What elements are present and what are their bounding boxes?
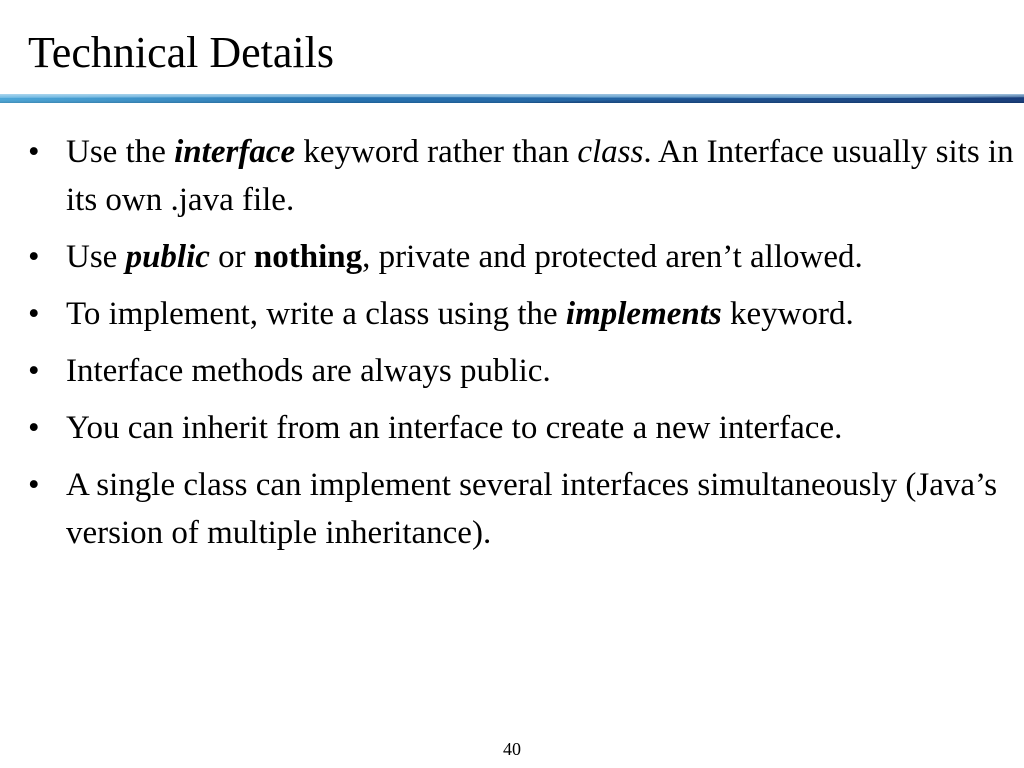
- bullet-item: [28, 347, 1018, 395]
- page-number: 40: [503, 739, 521, 759]
- bullet-text: Interface methods are always public.: [66, 353, 551, 389]
- bullet-text: To implement, write a class using the: [66, 296, 566, 332]
- bullet-text: , private and protected aren’t allowed.: [362, 239, 863, 275]
- bullet-text: keyword rather than: [295, 134, 578, 170]
- bullet-marker: •: [28, 134, 40, 170]
- bullet-text: Use: [66, 239, 126, 275]
- bullet-item: [28, 461, 1018, 557]
- keyword-interface: interface: [174, 134, 296, 170]
- bullet-text: You can inherit from an interface to create a new interface.: [66, 410, 843, 446]
- bullet-item: [28, 128, 1018, 224]
- slide-title: Technical Details: [28, 28, 335, 77]
- bullet-text: or: [209, 239, 254, 275]
- bullet-marker: •: [28, 353, 40, 389]
- keyword-implements: implements: [565, 296, 722, 332]
- bullet-text: A single class can implement several interfaces simultaneously (Java’s version of multiple inheritance).: [66, 467, 998, 551]
- bullet-item: [28, 404, 1018, 452]
- bullet-marker: •: [28, 296, 40, 332]
- title-divider: [0, 94, 1024, 103]
- bullet-text: . An Interface usually sits in its own .java file.: [66, 134, 1014, 218]
- bullet-text: Use the: [66, 134, 175, 170]
- keyword-public: public: [125, 239, 210, 275]
- bullet-marker: •: [28, 410, 40, 446]
- bullet-item: [28, 233, 1018, 281]
- bullet-marker: •: [28, 467, 40, 503]
- keyword-nothing: nothing: [253, 239, 363, 275]
- bullet-text: keyword.: [721, 296, 854, 332]
- keyword-class: class: [577, 134, 644, 170]
- bullet-list: [28, 128, 1018, 566]
- bullet-marker: •: [28, 239, 40, 275]
- bullet-item: [28, 290, 1018, 338]
